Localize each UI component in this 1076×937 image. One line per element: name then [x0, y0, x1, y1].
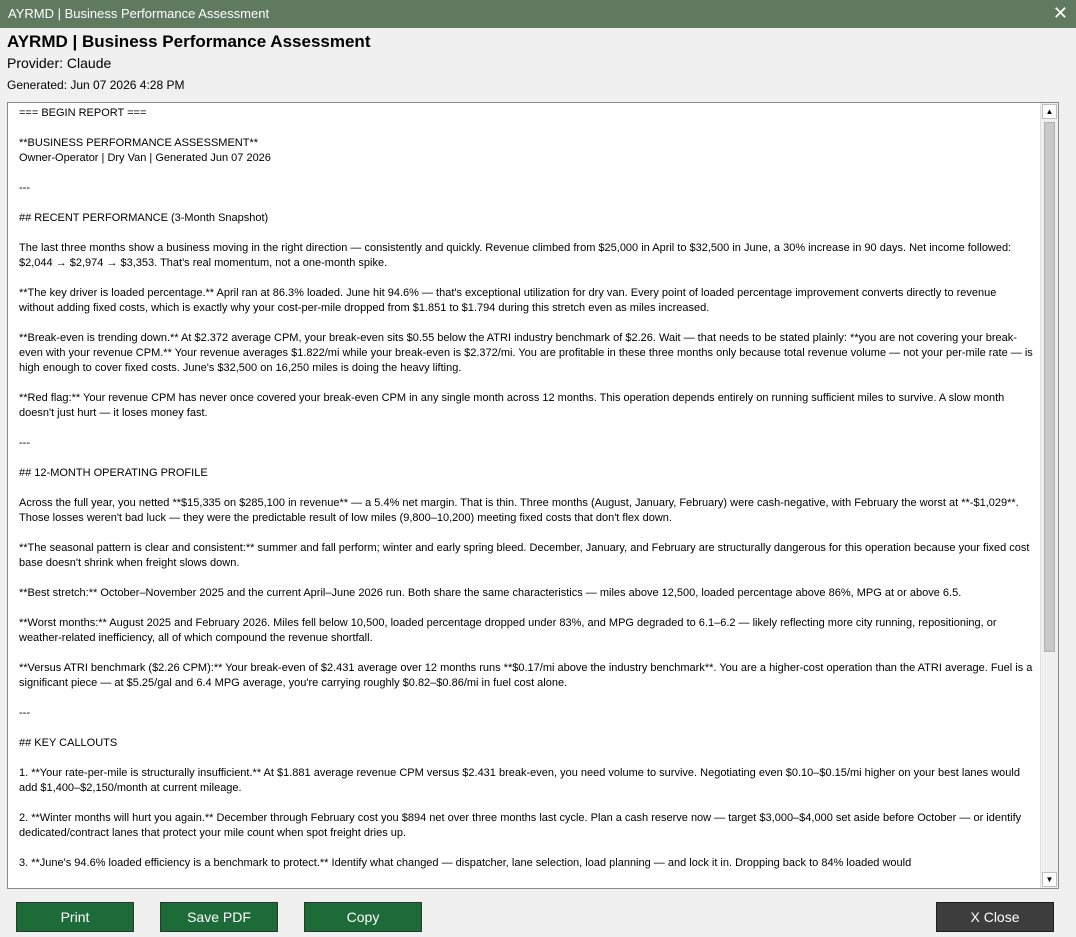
- page-title: AYRMD | Business Performance Assessment: [7, 32, 371, 51]
- close-button[interactable]: X Close: [936, 902, 1054, 932]
- generated-timestamp: Generated: Jun 07 2026 4:28 PM: [7, 78, 185, 92]
- scroll-down-icon[interactable]: ▼: [1042, 872, 1057, 887]
- window-title: AYRMD | Business Performance Assessment: [8, 6, 270, 21]
- save-pdf-button[interactable]: Save PDF: [160, 902, 278, 932]
- copy-button[interactable]: Copy: [304, 902, 422, 932]
- close-icon[interactable]: ✕: [1052, 3, 1068, 23]
- report-textbox[interactable]: [7, 102, 1059, 889]
- report-scrollbar[interactable]: [1040, 103, 1058, 888]
- provider-label: Provider: Claude: [7, 55, 112, 71]
- scroll-thumb[interactable]: [1044, 122, 1055, 652]
- print-button[interactable]: Print: [16, 902, 134, 932]
- window-titlebar: [0, 0, 1076, 28]
- scroll-up-icon[interactable]: ▲: [1042, 104, 1057, 119]
- report-text: === BEGIN REPORT === **BUSINESS PERFORMANCE ASSESSMENT** Owner-Operator | Dry Van | Generated Jun 07 2026 --- ## RECENT PERFORMANCE (3-Month Snapshot) The last three months show a business moving in the right direction — consistently and quickly. Revenue climbed from $25,000 in April to $32,500 in June, a 30% increase in 90 days. Net income followed: $2,044 → $2,974 → $3,353. That's real momentum, not a one-month spike. **The key driver is loaded percentage.** April ran at 86.3% loaded. June hit 94.6% — that's exceptional utilization for dry van. Every point of loaded percentage improvement converts directly to revenue without adding fixed costs, which is exactly why your cost-per-mile dropped from $1.851 to $1.794 during this stretch even as miles increased. **Break-even is trending down.** At $2.372 average CPM, your break-even sits $0.55 below the ATRI industry benchmark of $2.26. Wait — that needs to be stated plainly: **you are not covering your break-even with your revenue CPM.** Your revenue averages $1.822/mi while your break-even is $2.372/mi. You are profitable in these three months only because total revenue volume — not your per-mile rate — is high enough to cover fixed costs. June's $32,500 on 16,250 miles is doing the heavy lifting. **Red flag:** Your revenue CPM has never once covered your break-even CPM in any single month across 12 months. This operation depends entirely on running sufficient miles to survive. A slow month doesn't just hurt — it loses money fast. --- ## 12-MONTH OPERATING PROFILE Across the full year, you netted **$15,335 on $285,100 in revenue** — a 5.4% net margin. That is thin. Three months (August, January, February) were cash-negative, with February the worst at **-$1,029**. Those losses weren't bad luck — they were the predictable result of low miles (9,800–10,200) meeting fixed costs that don't flex down. **The seasonal pattern is clear and consistent:** summer and fall perform; winter and early spring bleed. December, January, and February are structurally dangerous for this operation because your fixed cost base doesn't shrink when freight slows down. **Best stretch:** October–November 2025 and the current April–June 2026 run. Both share the same characteristics — miles above 12,500, loaded percentage above 86%, MPG at or above 6.5. **Worst months:** August 2025 and February 2026. Miles fell below 10,500, loaded percentage dropped under 83%, and MPG degraded to 6.1–6.2 — likely reflecting more city running, repositioning, or weather-related inefficiency, all of which compound the revenue shortfall. **Versus ATRI benchmark ($2.26 CPM):** Your break-even of $2.431 average over 12 months runs **$0.17/mi above the industry benchmark**. You are a higher-cost operation than the ATRI average. Fuel is a significant piece — at $5.25/gal and 6.4 MPG average, you're carrying roughly $0.82–$0.86/mi in fuel cost alone. --- ## KEY CALLOUTS 1. **Your rate-per-mile is structurally insufficient.** At $1.881 average revenue CPM versus $2.431 break-even, you need volume to survive. Negotiating even $0.10–$0.15/mi higher on your best lanes would add $1,400–$2,150/month at current mileage. 2. **Winter months will hurt you again.** December through February cost you $894 net over three months last cycle. Plan a cash reserve now — target $3,000–$4,000 set aside before October — or identify dedicated/contract lanes that protect your mile count when spot freight dries up. 3. **June's 94.6% loaded efficiency is a benchmark to protect.** Identify what changed — dispatcher, lane selection, load planning — and lock it in. Dropping back to 84% loaded would: [19, 107, 1033, 869]
